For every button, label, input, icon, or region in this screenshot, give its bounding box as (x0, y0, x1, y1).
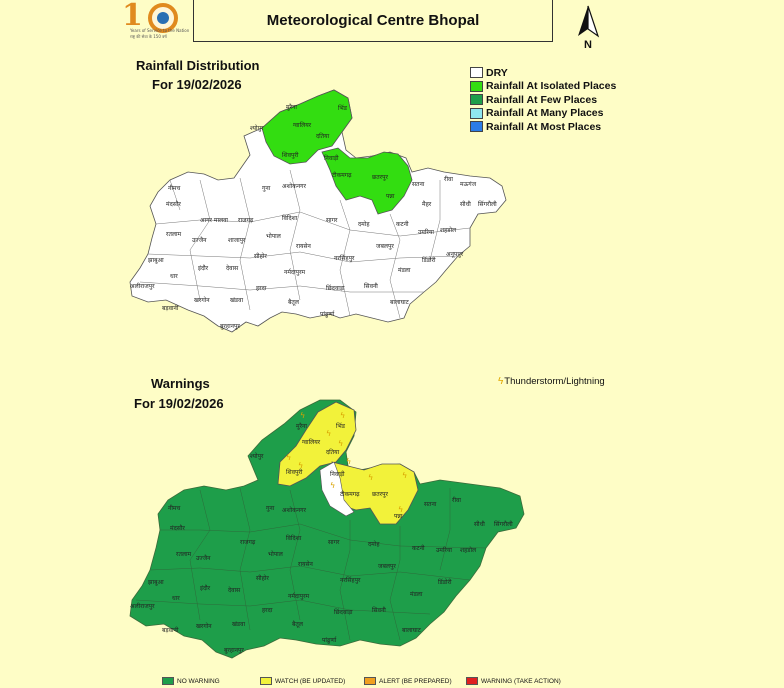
district-label: बैतूल (292, 621, 303, 628)
district-label: मंडला (410, 591, 423, 598)
lightning-icon: ϟ (498, 376, 504, 387)
legend-label: Rainfall At Most Places (486, 120, 602, 133)
legend-item-warning (466, 677, 561, 685)
district-label: भिंड (336, 423, 345, 430)
district-label: नीमच (168, 185, 181, 192)
district-label: बड़वानी (162, 305, 179, 312)
district-label: पांढुर्णा (322, 637, 337, 644)
lightning-icon: ϟ (402, 471, 408, 480)
district-label: नरसिंहपुर (334, 255, 355, 262)
district-label: रीवा (444, 176, 453, 183)
district-label: हरदा (256, 285, 267, 292)
district-label: श्योपुर (250, 453, 264, 460)
legend-label: Rainfall At Many Places (486, 107, 604, 120)
district-label: हरदा (262, 607, 273, 614)
lightning-icon: ϟ (300, 411, 306, 420)
district-label: रायसेन (298, 561, 313, 568)
district-label: मुरैना (296, 423, 307, 430)
district-label: सिंगरौली (478, 201, 497, 208)
lightning-icon: ϟ (346, 457, 352, 466)
logo-subtitle-2: राष्ट्र की सेवा के 150 वर्ष (130, 34, 167, 39)
legend-swatch (162, 677, 174, 685)
lightning-icon: ϟ (330, 481, 336, 490)
district-label: शिवपुरी (286, 469, 303, 476)
district-label: खरगोन (196, 623, 212, 630)
logo-subtitle-1: Years of Service to the Nation (130, 28, 190, 33)
district-label: मैहर (422, 201, 432, 208)
district-label: सिंगरौली (494, 521, 513, 528)
district-label: टीकमगढ़ (332, 172, 352, 179)
district-label: बुरहानपुर (224, 647, 244, 654)
legend-item-no-warning (162, 677, 220, 685)
legend-item-alert (364, 677, 452, 685)
district-label: निवाड़ी (330, 471, 345, 478)
district-label: ग्वालियर (293, 122, 312, 129)
district-label: दतिया (316, 133, 330, 140)
legend-swatch (260, 677, 272, 685)
district-label: छिंदवाड़ा (326, 285, 345, 292)
district-label: भोपाल (266, 233, 281, 240)
district-label: सिवनी (364, 283, 378, 290)
legend-item-watch (260, 677, 345, 685)
lightning-icon: ϟ (368, 473, 374, 482)
district-label: नीमच (168, 505, 181, 512)
district-label: राजगढ़ (240, 539, 256, 546)
district-label: पन्ना (386, 193, 395, 200)
district-label: राजगढ़ (238, 217, 254, 224)
district-label: मऊगंज (460, 181, 477, 188)
legend-label: ALERT (BE PREPARED) (379, 677, 452, 685)
district-label: भिंड (338, 105, 347, 112)
logo-number: 1 (122, 0, 141, 33)
district-label: भोपाल (268, 551, 283, 558)
district-label: टीकमगढ़ (340, 491, 360, 498)
legend-swatch (466, 677, 478, 685)
district-label: शिवपुरी (282, 152, 299, 159)
district-label: मंदसौर (166, 201, 181, 208)
district-label: खंडवा (232, 621, 246, 628)
warnings-heading: Warnings (151, 376, 210, 391)
warnings-date: For 19/02/2026 (134, 396, 224, 411)
district-label: मुरैना (286, 104, 297, 111)
district-label: रीवा (452, 497, 461, 504)
district-label: उमरिया (436, 547, 452, 554)
legend-label: WARNING (TAKE ACTION) (481, 677, 561, 685)
district-label: देवास (226, 265, 239, 272)
thunderstorm-label: Thunderstorm/Lightning (504, 376, 605, 387)
district-label: विदिशा (282, 215, 298, 222)
district-label: विदिशा (286, 535, 302, 542)
district-label: डिंडोरी (438, 579, 452, 586)
district-label: बालाघाट (390, 299, 409, 306)
legend-label: NO WARNING (177, 677, 220, 685)
lightning-icon: ϟ (298, 461, 304, 470)
district-label: सीधी (474, 521, 485, 528)
district-label: आगर मालवा (200, 217, 228, 224)
district-label: छतरपुर (372, 174, 388, 181)
lightning-icon: ϟ (340, 411, 346, 420)
district-label: सागर (326, 217, 338, 224)
district-label: कटनी (396, 221, 409, 228)
district-label: जबलपुर (378, 563, 396, 570)
lightning-icon: ϟ (326, 429, 332, 438)
district-label: रतलाम (166, 231, 182, 238)
district-label: अशोकनगर (282, 507, 306, 514)
warnings-legend (0, 677, 784, 688)
district-label: निवाड़ी (324, 155, 339, 162)
rainfall-heading: Rainfall Distribution (136, 58, 260, 73)
district-label: ग्वालियर (302, 439, 321, 446)
district-label: शहडोल (460, 547, 477, 554)
district-label: धार (170, 273, 178, 280)
district-label: इंदौर (200, 585, 211, 592)
district-label: सतना (412, 181, 425, 188)
rainfall-date: For 19/02/2026 (152, 77, 242, 92)
district-label: श्योपुर (250, 125, 264, 132)
district-label: बैतूल (288, 299, 299, 306)
district-label: सिवनी (372, 607, 386, 614)
district-label: सतना (424, 501, 437, 508)
district-label: शाजापुर (228, 237, 246, 244)
lightning-icon: ϟ (398, 505, 404, 514)
district-label: देवास (228, 587, 241, 594)
district-label: नरसिंहपुर (340, 577, 361, 584)
district-label: झाबुआ (148, 257, 164, 264)
district-label: गुना (266, 505, 275, 512)
district-label: सीहोर (256, 575, 269, 582)
district-label: पन्ना (394, 513, 403, 520)
district-label: छिंदवाड़ा (334, 609, 353, 616)
district-label: मंडला (398, 267, 411, 274)
district-label: बालाघाट (402, 627, 421, 634)
page-title: Meteorological Centre Bhopal (193, 0, 553, 42)
district-label: मंदसौर (170, 525, 185, 532)
district-label: इंदौर (198, 265, 209, 272)
legend-label: Rainfall At Few Places (486, 93, 598, 106)
district-label: कटनी (412, 545, 425, 552)
district-label: डिंडोरी (422, 257, 436, 264)
district-label: खंडवा (230, 297, 244, 304)
district-label: शहडोल (440, 227, 457, 234)
district-label: बुरहानपुर (220, 323, 240, 330)
district-label: धार (172, 595, 180, 602)
district-label: बड़वानी (162, 627, 179, 634)
lightning-icon: ϟ (286, 453, 292, 462)
district-label: नर्मदापुरम (288, 593, 310, 600)
district-label: अलीराजपुर (130, 283, 155, 290)
district-label: दमोह (358, 221, 370, 228)
district-label: पांढुर्णा (320, 311, 335, 318)
district-label: उज्जैन (196, 555, 211, 562)
district-label: नर्मदापुरम (284, 269, 306, 276)
district-label: सागर (328, 539, 340, 546)
north-label: N (584, 39, 592, 50)
district-label: खरगोन (194, 297, 210, 304)
district-label: छतरपुर (372, 491, 388, 498)
district-label: सीधी (460, 201, 471, 208)
legend-label: WATCH (BE UPDATED) (275, 677, 346, 685)
district-label: रायसेन (296, 243, 311, 250)
lightning-icon: ϟ (338, 439, 344, 448)
legend-swatch (364, 677, 376, 685)
legend-label: Rainfall At Isolated Places (486, 80, 617, 93)
district-label: दतिया (326, 449, 340, 456)
district-label: अशोकनगर (282, 183, 306, 190)
district-label: उज्जैन (192, 237, 207, 244)
district-label: उमरिया (418, 229, 434, 236)
district-label: सीहोर (254, 253, 267, 260)
legend-label: DRY (486, 66, 508, 79)
district-label: जबलपुर (376, 243, 394, 250)
district-label: झाबुआ (148, 579, 164, 586)
district-label: रतलाम (176, 551, 192, 558)
district-label: अनूपपुर (446, 251, 464, 258)
district-label: अलीराजपुर (130, 603, 155, 610)
district-label: गुना (262, 185, 271, 192)
district-label: दमोह (368, 541, 380, 548)
